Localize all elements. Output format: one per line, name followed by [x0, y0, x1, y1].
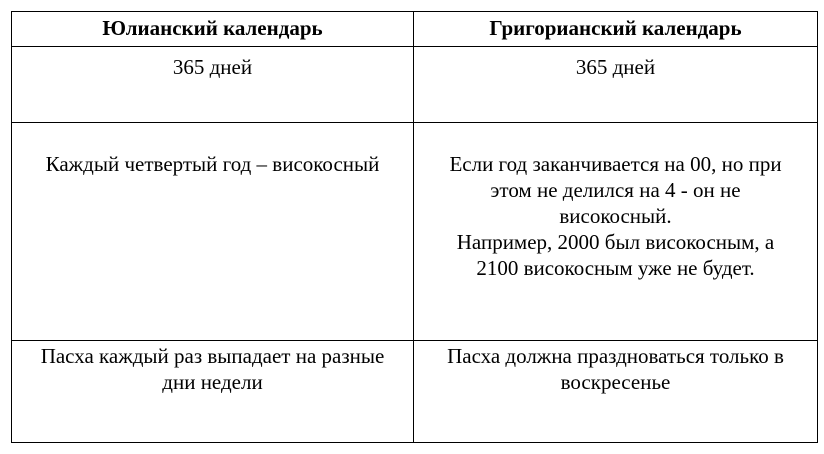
header-gregorian: Григорианский календарь: [414, 12, 818, 47]
cell-text: Пасха должна праздноваться только в: [447, 344, 784, 368]
cell-text: воскресенье: [560, 370, 671, 394]
cell-julian-leap-rule: [12, 123, 414, 341]
table-header-row: [12, 12, 818, 47]
cell-text: Пасха каждый раз выпадает на разные: [40, 344, 385, 368]
cell-gregorian-easter: [414, 341, 818, 443]
cell-text: дни недели: [162, 370, 263, 394]
cell-text: високосный.: [559, 204, 672, 228]
table-row: [12, 47, 818, 123]
cell-text: Например, 2000 был високосным, а: [456, 230, 775, 254]
cell-text: 365 дней: [575, 55, 656, 79]
table-row: [12, 123, 818, 341]
cell-julian-days: [12, 47, 414, 123]
cell-gregorian-days: [414, 47, 818, 123]
header-julian: Юлианский календарь: [12, 12, 414, 47]
cell-text: 365 дней: [172, 55, 253, 79]
cell-text: этом не делился на 4 - он не: [490, 178, 741, 202]
cell-gregorian-leap-rule: [414, 123, 818, 341]
cell-text: Если год заканчивается на 00, но при: [449, 152, 782, 176]
cell-julian-easter: [12, 341, 414, 443]
cell-text: 2100 високосным уже не будет.: [476, 256, 755, 280]
calendar-comparison-table: [11, 11, 818, 443]
cell-text: Каждый четвертый год – високосный: [45, 152, 380, 176]
table-row: [12, 341, 818, 443]
